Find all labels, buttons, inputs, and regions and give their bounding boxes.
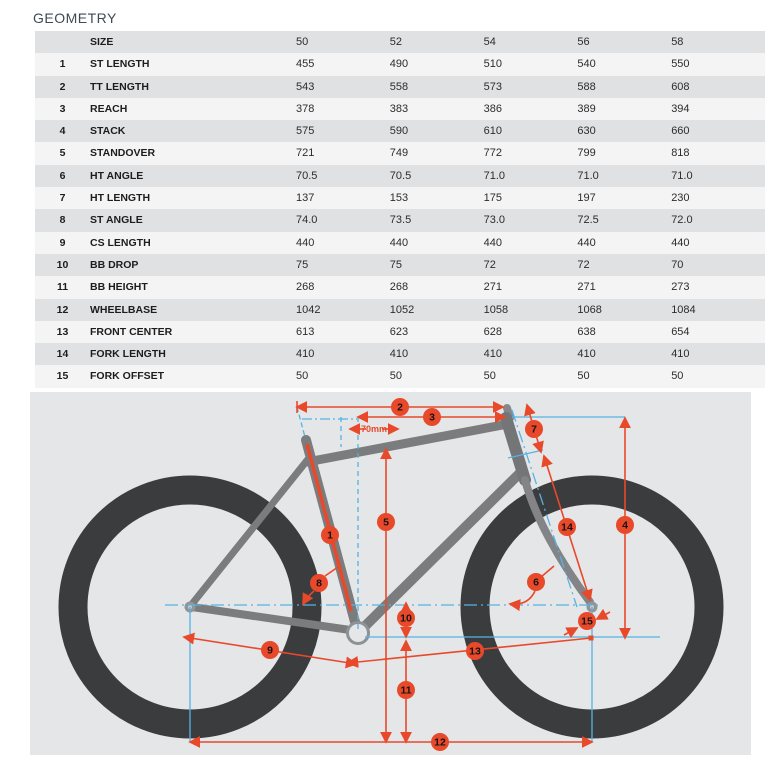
- row-value: 271: [577, 281, 596, 294]
- row-value: 73.5: [389, 214, 412, 227]
- row-value: 197: [577, 192, 596, 205]
- table-row: [35, 209, 765, 231]
- row-value: 543: [296, 80, 315, 93]
- row-value: 440: [671, 236, 690, 249]
- row-value: 71.0: [483, 169, 506, 182]
- row-label: ST LENGTH: [90, 58, 150, 71]
- row-value: 440: [577, 236, 596, 249]
- marker-number: 6: [533, 576, 539, 589]
- row-value: 590: [389, 125, 409, 138]
- dim-fork-offset-right-arrow: [597, 612, 610, 619]
- row-value: 410: [577, 348, 596, 361]
- row-value: 394: [671, 102, 690, 115]
- row-number: 6: [59, 169, 66, 182]
- row-value: 75: [389, 258, 403, 271]
- row-value: 71.0: [671, 169, 693, 182]
- row-value: 153: [389, 192, 409, 205]
- row-value: 273: [671, 281, 690, 294]
- marker-number: 11: [400, 684, 412, 697]
- table-row: [35, 98, 765, 120]
- row-value: 72: [577, 258, 590, 271]
- row-label: REACH: [90, 102, 128, 115]
- row-value: 1084: [671, 303, 696, 316]
- row-value: 389: [577, 102, 596, 115]
- dimension-marker-9: [261, 641, 279, 659]
- row-label: HT ANGLE: [90, 169, 144, 182]
- row-value: 137: [296, 192, 315, 205]
- dimension-marker-5: [377, 513, 395, 531]
- row-value: 1058: [483, 303, 509, 316]
- marker-number: 4: [622, 519, 628, 532]
- table-row: [35, 53, 765, 75]
- marker-number: 8: [316, 577, 322, 590]
- dimension-marker-13: [466, 642, 484, 660]
- row-value: 654: [671, 325, 690, 338]
- row-number: 15: [56, 370, 69, 383]
- dimension-marker-2: [391, 398, 409, 416]
- dimension-marker-15: [578, 612, 596, 630]
- row-value: 75: [296, 258, 309, 271]
- row-value: 383: [389, 102, 409, 115]
- row-number: 11: [56, 281, 69, 294]
- table-row: [35, 343, 765, 365]
- row-number: [35, 31, 90, 53]
- dim-front-center-end: [589, 636, 594, 641]
- row-value: 575: [296, 125, 315, 138]
- marker-number: 15: [581, 615, 593, 628]
- row-value: 70.5: [389, 169, 412, 182]
- row-value: 1068: [577, 303, 602, 316]
- dimension-marker-14: [558, 518, 576, 536]
- row-label: FRONT CENTER: [90, 325, 173, 338]
- marker-number: 2: [397, 401, 403, 414]
- row-label: BB DROP: [90, 258, 139, 271]
- table-row: [35, 187, 765, 209]
- row-value: 630: [577, 125, 596, 138]
- row-value: 573: [483, 80, 502, 93]
- row-value: 410: [389, 348, 409, 361]
- marker-number: 14: [561, 521, 573, 534]
- row-label: STACK: [90, 125, 126, 138]
- dimension-marker-6: [527, 573, 545, 591]
- row-number: 5: [59, 147, 66, 160]
- seat-top-leader-dashed: [297, 407, 305, 437]
- dim-70mm-label: 70mm: [360, 424, 388, 434]
- row-value: 74.0: [296, 214, 318, 227]
- table-row: [35, 365, 765, 387]
- row-number: 7: [59, 192, 66, 205]
- dimension-marker-7: [525, 420, 543, 438]
- row-number: 4: [59, 125, 66, 138]
- page-title: GEOMETRY: [33, 10, 117, 26]
- row-number: 12: [56, 303, 69, 316]
- row-value: 50: [483, 370, 496, 383]
- row-value: 623: [389, 325, 409, 338]
- row-label: FORK LENGTH: [90, 348, 166, 361]
- bike-diagram-svg: [30, 392, 751, 755]
- row-value: 721: [296, 147, 315, 160]
- row-number: 9: [59, 236, 66, 249]
- row-value: 660: [671, 125, 690, 138]
- row-label: STANDOVER: [90, 147, 156, 160]
- row-value: 410: [671, 348, 690, 361]
- row-value: 378: [296, 102, 315, 115]
- row-value: 271: [483, 281, 502, 294]
- row-label: BB HEIGHT: [90, 281, 148, 294]
- table-row: [35, 120, 765, 142]
- row-value: 56: [577, 36, 590, 48]
- row-number: 14: [56, 348, 69, 361]
- row-value: 440: [296, 236, 315, 249]
- row-value: 455: [296, 58, 315, 71]
- row-value: 268: [296, 281, 315, 294]
- row-value: 268: [389, 281, 409, 294]
- table-row: [35, 142, 765, 164]
- row-value: 550: [671, 58, 690, 71]
- row-value: 230: [671, 192, 690, 205]
- bike-geometry-diagram: [30, 392, 751, 755]
- table-row: [35, 232, 765, 254]
- row-value: 772: [483, 147, 502, 160]
- table-row: [35, 165, 765, 187]
- marker-number: 12: [434, 736, 446, 749]
- row-number: 1: [59, 58, 66, 71]
- row-value: 818: [671, 147, 690, 160]
- row-value: 588: [577, 80, 596, 93]
- row-value: 52: [389, 36, 403, 48]
- row-value: 1042: [296, 303, 321, 316]
- table-row: [35, 276, 765, 298]
- row-value: 50: [389, 370, 403, 383]
- row-value: 1052: [389, 303, 415, 316]
- row-value: 510: [483, 58, 502, 71]
- marker-number: 9: [267, 644, 273, 657]
- table-header-row: [35, 31, 765, 53]
- dimension-marker-4: [616, 516, 634, 534]
- row-label: CS LENGTH: [90, 236, 151, 249]
- row-value: 175: [483, 192, 502, 205]
- row-value: 71.0: [577, 169, 599, 182]
- row-number: 3: [59, 102, 66, 115]
- row-value: 50: [296, 370, 309, 383]
- row-number: 13: [56, 325, 69, 338]
- dim-markers: [261, 398, 634, 751]
- row-value: 50: [671, 370, 684, 383]
- row-value: 72: [483, 258, 496, 271]
- row-value: 58: [671, 36, 684, 48]
- row-value: 540: [577, 58, 596, 71]
- row-value: 73.0: [483, 214, 506, 227]
- dimension-marker-1: [321, 526, 339, 544]
- dimension-marker-10: [397, 609, 415, 627]
- row-number: 10: [56, 258, 69, 271]
- marker-number: 3: [429, 411, 435, 424]
- table-row: [35, 254, 765, 276]
- marker-number: 10: [400, 612, 412, 625]
- dimension-marker-12: [431, 733, 449, 751]
- row-value: 72.5: [577, 214, 599, 227]
- row-value: 440: [483, 236, 502, 249]
- row-label: ST ANGLE: [90, 214, 143, 227]
- dim-fork-offset-left-arrow: [564, 628, 577, 635]
- row-number: 8: [59, 214, 66, 227]
- row-value: 72.0: [671, 214, 693, 227]
- row-label: HT LENGTH: [90, 192, 151, 205]
- dimension-marker-8: [310, 574, 328, 592]
- row-value: 70: [671, 258, 684, 271]
- geometry-table: [35, 31, 765, 388]
- row-value: 440: [389, 236, 409, 249]
- top-tube: [307, 424, 508, 462]
- row-value: 410: [296, 348, 315, 361]
- marker-number: 1: [327, 529, 333, 542]
- row-value: 50: [296, 36, 309, 48]
- row-value: 799: [577, 147, 596, 160]
- row-value: 490: [389, 58, 409, 71]
- marker-number: 5: [383, 516, 389, 529]
- row-value: 50: [577, 370, 590, 383]
- row-value: 386: [483, 102, 502, 115]
- row-value: 610: [483, 125, 502, 138]
- table-row: [35, 76, 765, 98]
- row-value: 410: [483, 348, 502, 361]
- row-value: 54: [483, 36, 496, 48]
- row-value: 558: [389, 80, 409, 93]
- row-value: 613: [296, 325, 315, 338]
- marker-number: 7: [531, 423, 537, 436]
- row-value: 749: [389, 147, 409, 160]
- dim-ht-angle-arc: [510, 591, 535, 604]
- row-label: SIZE: [90, 36, 114, 48]
- chain-stay: [192, 607, 357, 631]
- row-value: 70.5: [296, 169, 318, 182]
- row-value: 638: [577, 325, 596, 338]
- dim-st-angle-leader: [325, 567, 338, 576]
- dimension-marker-11: [397, 681, 415, 699]
- row-label: WHEELBASE: [90, 303, 158, 316]
- row-number: 2: [59, 80, 66, 93]
- row-label: FORK OFFSET: [90, 370, 165, 383]
- row-value: 628: [483, 325, 502, 338]
- marker-number: 13: [469, 645, 481, 658]
- dim-ht-angle-leader: [541, 566, 554, 577]
- dimension-marker-3: [423, 408, 441, 426]
- row-label: TT LENGTH: [90, 80, 149, 93]
- table-row: [35, 321, 765, 343]
- table-row: [35, 299, 765, 321]
- row-value: 608: [671, 80, 690, 93]
